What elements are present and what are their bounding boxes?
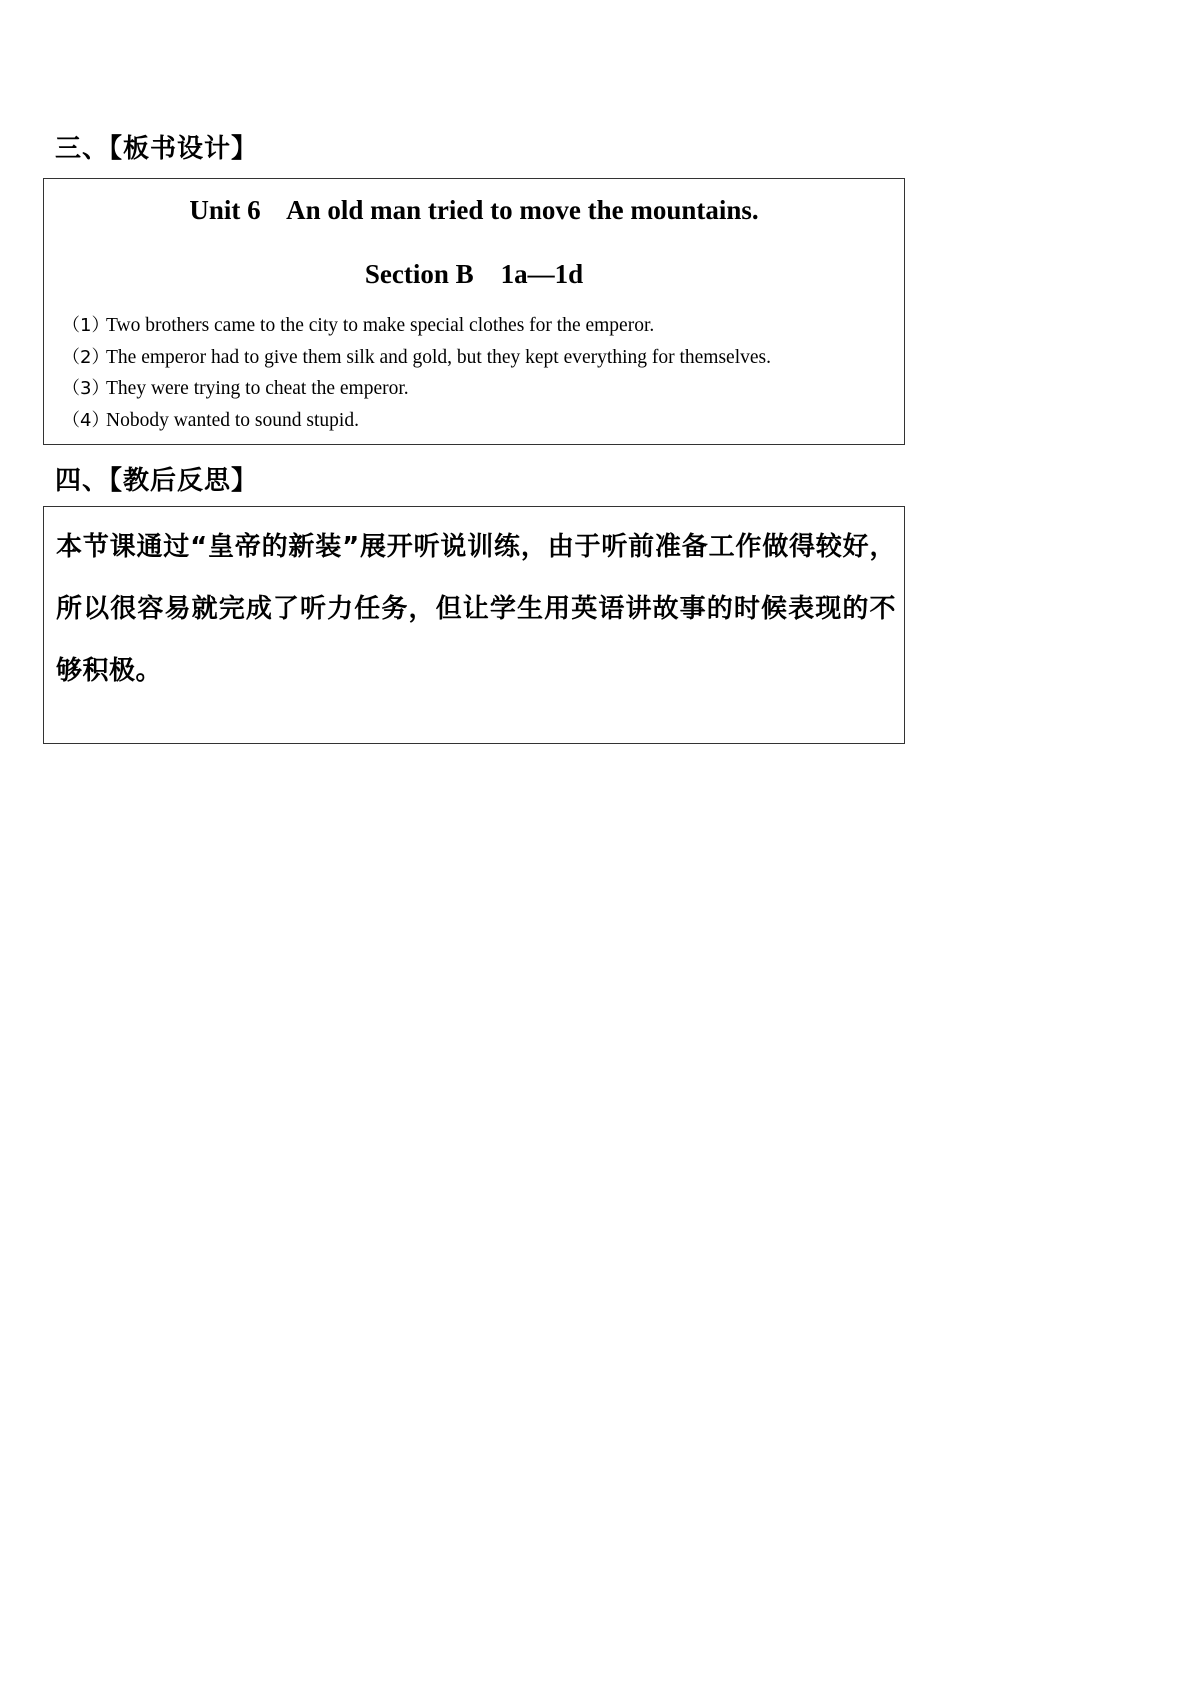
item-text: They were trying to cheat the emperor.	[106, 378, 409, 399]
unit-title: Unit 6 An old man tried to move the mountains.	[189, 195, 759, 225]
item-number: （3）	[62, 378, 110, 399]
item-number: （4）	[62, 409, 110, 431]
section-heading-reflection: 四、【教后反思】	[55, 466, 259, 496]
item-number: （1）	[62, 315, 110, 336]
reflection-text: 本节课通过“皇帝的新装”展开听说训练，由于听前准备工作做得较好，所以很容易就完成了听力任务，但让学生用英语讲故事的时候表现的不够积极。	[56, 532, 896, 686]
section-title: Section B 1a—1d	[364, 259, 584, 289]
item-text: Two brothers came to the city to make special clothes for the emperor.	[106, 315, 655, 336]
item-text: Nobody wanted to sound stupid.	[106, 409, 359, 431]
list-item	[62, 405, 771, 437]
board-design-box	[43, 178, 905, 445]
reflection-box	[43, 506, 905, 744]
list-item	[62, 373, 771, 405]
board-sentence-list	[62, 310, 771, 436]
item-text: The emperor had to give them silk and gold, but they kept everything for themselves.	[106, 346, 771, 368]
section-heading-board-design: 三、【板书设计】	[55, 134, 259, 164]
list-item	[62, 310, 771, 342]
list-item	[62, 342, 771, 374]
item-number: （2）	[62, 346, 110, 368]
